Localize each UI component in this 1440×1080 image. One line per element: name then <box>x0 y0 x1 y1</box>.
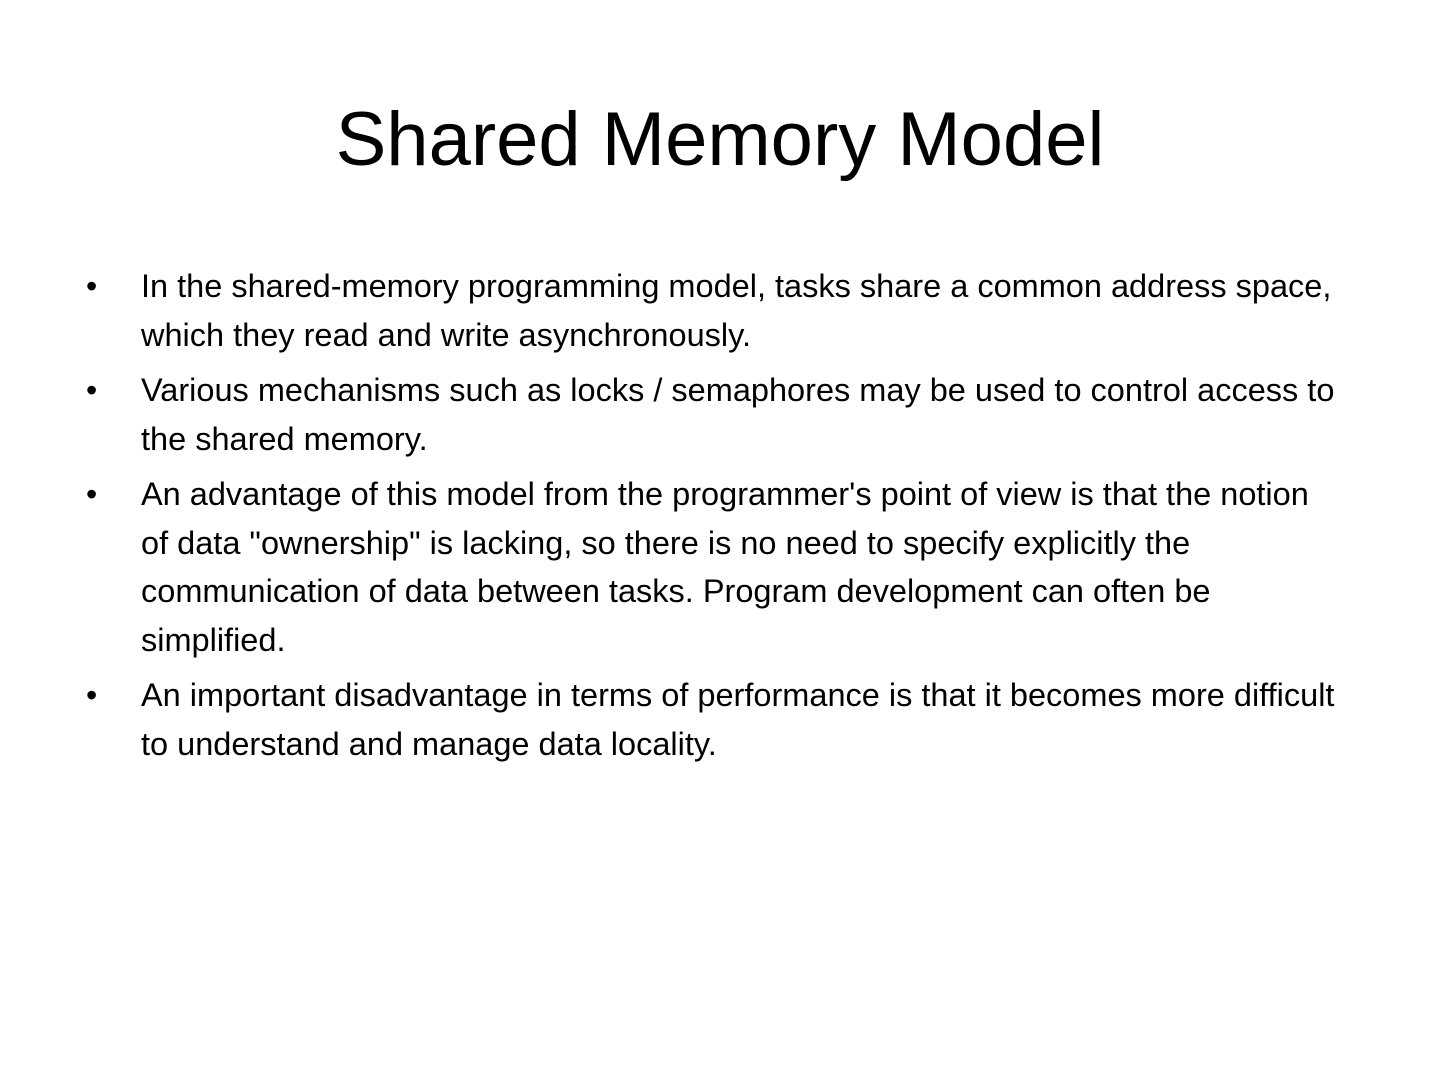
bullet-item <box>0 262 1440 359</box>
bullet-text: An advantage of this model from the programmer's point of view is that the notion of data "ownership" is lacking, so there is no need to specify explicitly the communication of data between tasks. Program development can often be simplified. <box>141 476 1309 658</box>
bullet-item <box>0 671 1440 768</box>
bullet-text: Various mechanisms such as locks / semaphores may be used to control access to the shared memory. <box>141 372 1335 457</box>
bullet-icon: • <box>86 677 98 713</box>
bullet-text: An important disadvantage in terms of performance is that it becomes more difficult to understand and manage data locality. <box>141 677 1335 762</box>
bullet-icon: • <box>86 268 98 304</box>
bullet-item <box>0 470 1440 664</box>
bullet-item <box>0 366 1440 463</box>
bullet-icon: • <box>86 476 98 512</box>
bullet-icon: • <box>86 372 98 408</box>
slide-title: Shared Memory Model <box>335 97 1105 182</box>
bullet-text: In the shared-memory programming model, tasks share a common address space, which they read and write asynchronously. <box>141 268 1332 353</box>
bullet-list <box>0 262 1440 775</box>
